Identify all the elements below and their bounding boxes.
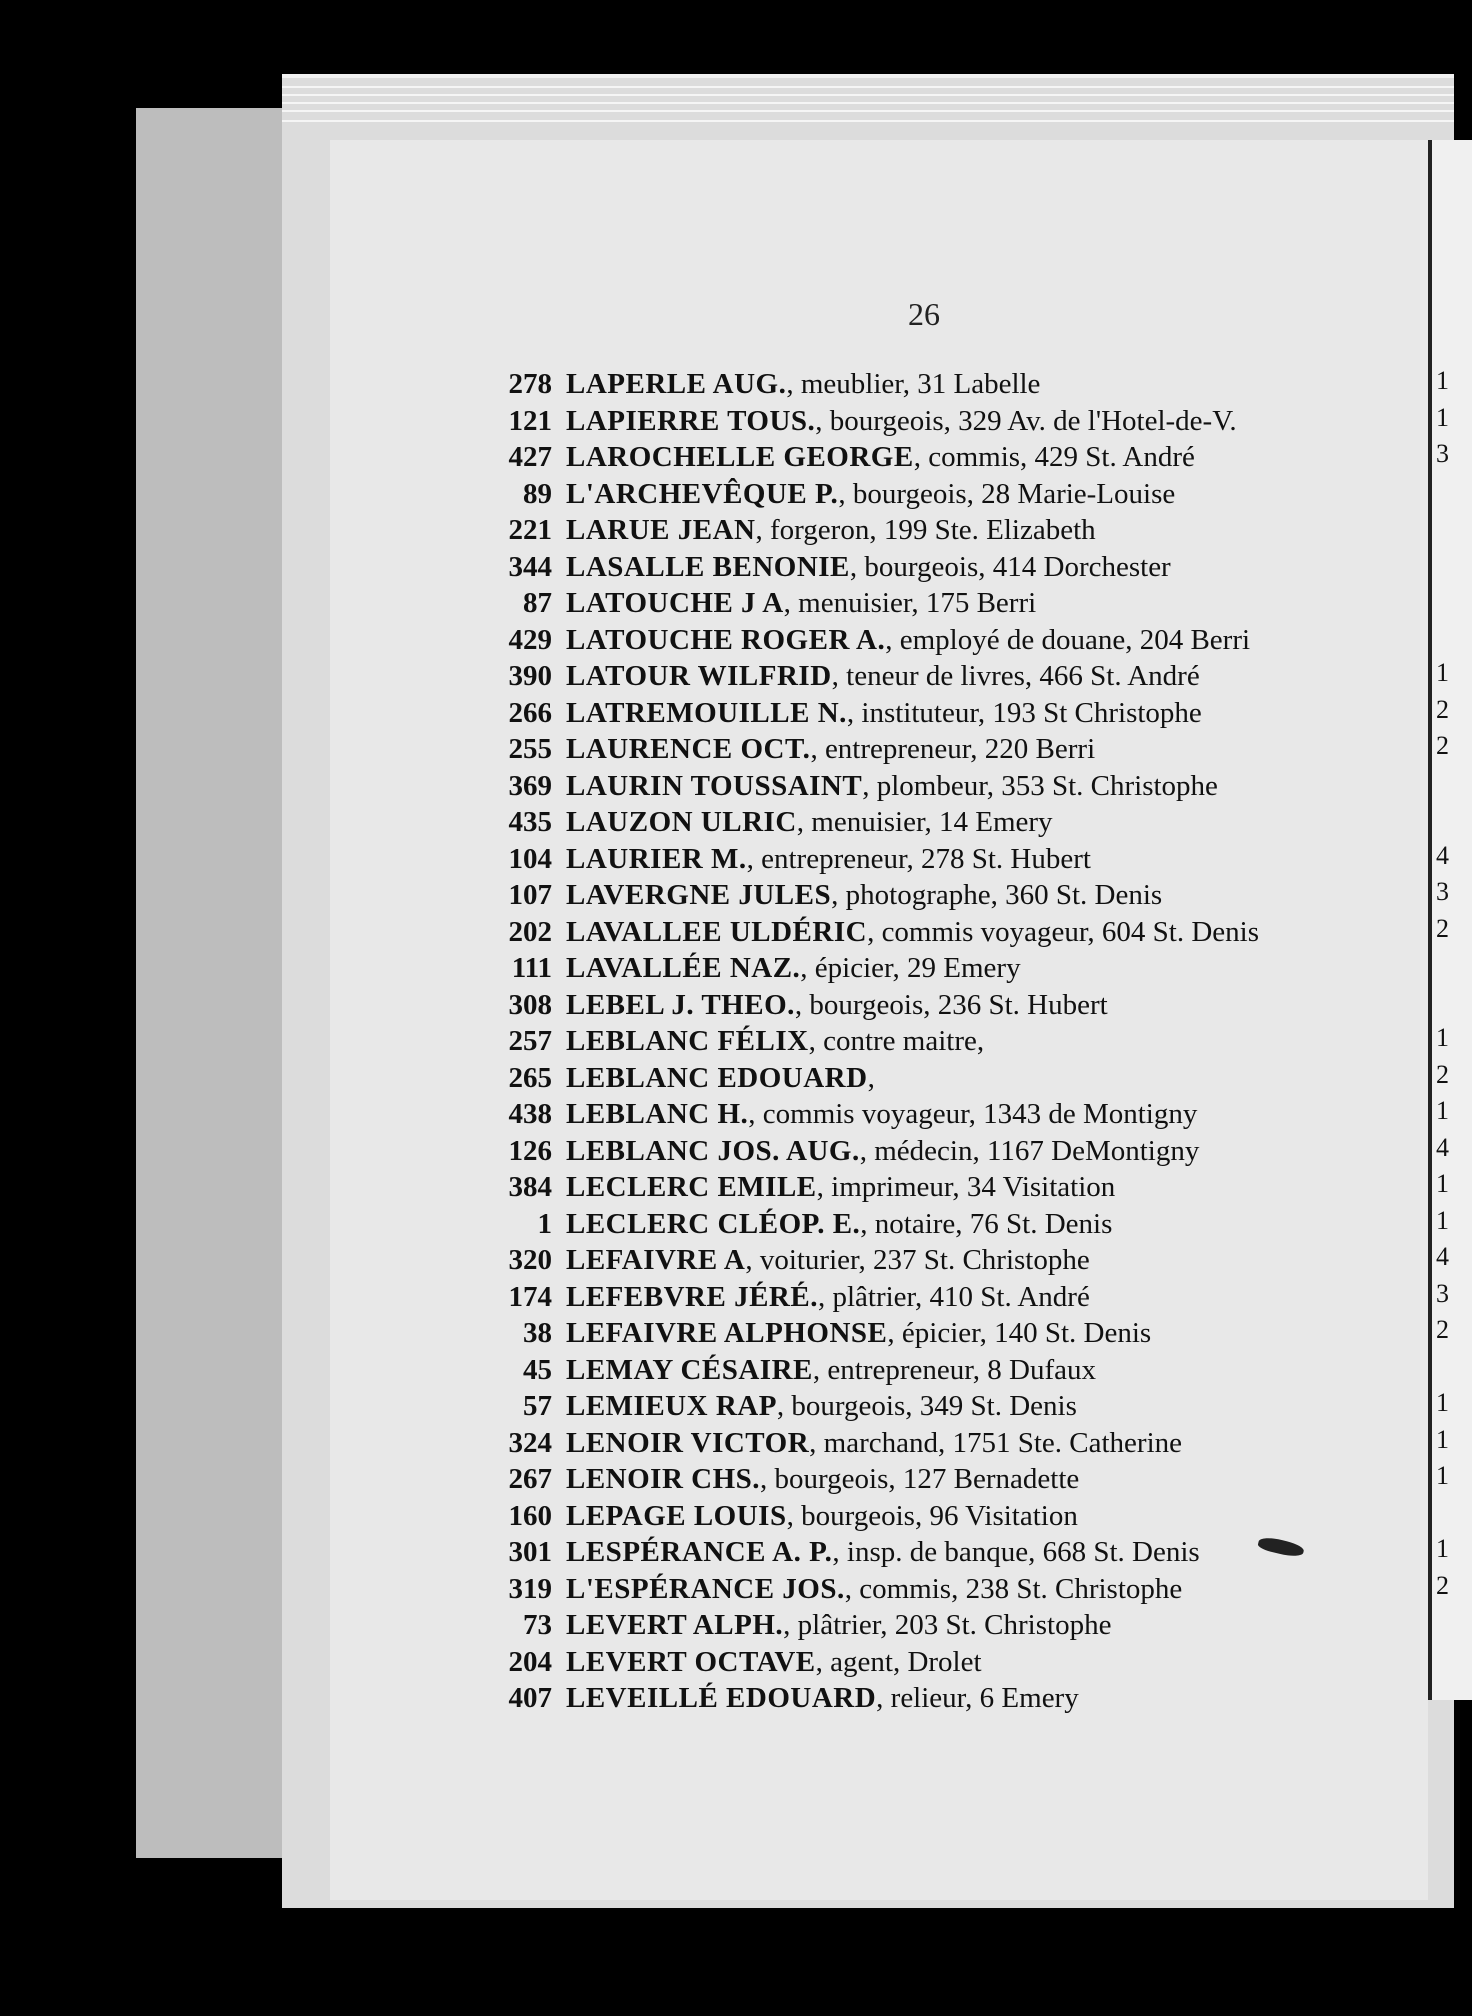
entry-details: , bourgeois, 414 Dorchester [849,550,1171,583]
directory-entry [460,1023,1420,1060]
entry-name: LATOUCHE J A [566,587,784,619]
directory-entry [460,439,1420,476]
directory-entry [460,585,1420,622]
entry-name: LAPERLE AUG. [566,368,787,400]
entry-number: 435 [508,806,552,838]
directory-list [460,366,1420,1717]
directory-entry [460,1242,1420,1279]
entry-details: , médecin, 1167 DeMontigny [859,1134,1200,1167]
directory-entry [460,1607,1420,1644]
entry-details: , instituteur, 193 St Christophe [846,696,1202,729]
entry-details: , marchand, 1751 Ste. Catherine [809,1426,1183,1459]
page-number: 26 [908,296,940,332]
entry-name: L'ARCHEVÊQUE P. [566,477,839,510]
entry-number: 308 [508,988,552,1021]
entry-details: , commis voyageur, 604 St. Denis [867,915,1259,948]
directory-entry [460,768,1420,805]
directory-entry [460,366,1420,403]
entry-name: LEVERT OCTAVE [566,1645,816,1678]
entry-name: LAVERGNE JULES [566,879,832,911]
entry-details: , commis, 238 St. Christophe [844,1572,1183,1605]
entry-number: 265 [508,1061,552,1094]
entry-number: 407 [508,1682,552,1714]
directory-entry [460,476,1420,513]
facing-page-fragment: 4 [1436,1242,1449,1271]
entry-details: , imprimeur, 34 Visitation [816,1171,1116,1203]
directory-entry [460,877,1420,914]
facing-page-fragment: 1 [1436,1461,1449,1490]
entry-details: , plombeur, 353 St. Christophe [862,769,1218,802]
facing-page-fragment: 2 [1436,1315,1449,1344]
entry-details: , bourgeois, 349 St. Denis [776,1390,1077,1422]
entry-name: LEBLANC JOS. AUG. [566,1134,860,1167]
facing-page-fragment: 3 [1436,439,1449,468]
entry-name: LEPAGE LOUIS [566,1499,787,1532]
entry-name: LASALLE BENONIE [566,550,850,583]
entry-name: LEFAIVRE A [566,1244,746,1276]
entry-number: 107 [508,879,552,911]
entry-number: 202 [508,915,552,948]
entry-details: , photographe, 360 St. Denis [831,879,1163,911]
entry-name: LEFEBVRE JÉRÉ. [566,1280,818,1313]
entry-number: 320 [508,1244,552,1276]
facing-page-fragment: 1 [1436,1424,1449,1454]
entry-number: 73 [523,1609,552,1641]
entry-name: LAROCHELLE GEORGE [566,441,914,473]
directory-entry [460,658,1420,695]
directory-entry [460,1498,1420,1535]
directory-entry [460,987,1420,1024]
entry-details: , relieur, 6 Emery [876,1682,1079,1714]
entry-number: 126 [508,1134,552,1167]
entry-details: , forgeron, 199 Ste. Elizabeth [755,514,1096,546]
facing-page-edge [1432,140,1472,1700]
entry-number: 104 [508,842,552,875]
entry-details: , menuisier, 175 Berri [783,587,1037,619]
entry-name: LENOIR VICTOR [566,1426,810,1459]
entry-name: LENOIR CHS. [566,1463,761,1495]
entry-number: 324 [508,1426,552,1459]
entry-details: , notaire, 76 St. Denis [860,1207,1113,1240]
entry-number: 204 [508,1645,552,1678]
entry-details: , menuisier, 14 Emery [796,806,1053,838]
directory-entry [460,1096,1420,1133]
facing-page-fragment: 1 [1436,366,1449,395]
entry-name: LESPÉRANCE A. P. [566,1536,833,1568]
entry-number: 111 [511,952,552,984]
entry-details: , entrepreneur, 220 Berri [810,733,1096,765]
entry-details: , plâtrier, 203 St. Christophe [783,1609,1112,1641]
entry-name: LAPIERRE TOUS. [566,404,816,437]
entry-name: LEVERT ALPH. [566,1609,784,1641]
directory-entry [460,804,1420,841]
entry-details: , bourgeois, 236 St. Hubert [794,988,1108,1021]
entry-name: LAURENCE OCT. [566,733,811,765]
facing-page-fragment: 1 [1436,1169,1449,1198]
entry-details: , entrepreneur, 8 Dufaux [812,1353,1096,1386]
directory-entry [460,1352,1420,1389]
entry-name: LATOUCHE ROGER A. [566,623,886,656]
entry-name: LEBLANC H. [566,1098,749,1130]
facing-page-fragment: 2 [1436,1059,1449,1089]
entry-details: , commis voyageur, 1343 de Montigny [748,1098,1198,1130]
page-edge [282,110,1454,112]
directory-entry [460,549,1420,586]
entry-name: LAUZON ULRIC [566,806,797,838]
facing-page-fragment: 1 [1436,1096,1449,1125]
entry-number: 319 [508,1572,552,1605]
entry-number: 87 [523,587,552,619]
facing-page-fragment: 2 [1436,913,1449,943]
entry-details: , commis, 429 St. André [913,441,1195,473]
entry-number: 160 [508,1499,552,1532]
entry-number: 278 [508,368,552,400]
entry-details: , meublier, 31 Labelle [786,368,1041,400]
facing-page-fragment: 2 [1436,1570,1449,1600]
entry-name: LEMIEUX RAP [566,1390,777,1422]
facing-page-fragment: 3 [1436,1278,1449,1308]
directory-entry [460,1388,1420,1425]
entry-number: 267 [508,1463,552,1495]
entry-number: 390 [508,660,552,692]
directory-entry [460,1060,1420,1097]
entry-name: LEBLANC EDOUARD [566,1061,868,1094]
facing-page-fragment: 4 [1436,1132,1449,1162]
directory-entry [460,1425,1420,1462]
entry-name: LATOUR WILFRID [566,660,832,692]
entry-details: , contre maitre, [808,1025,985,1057]
entry-name: LEFAIVRE ALPHONSE [566,1317,888,1349]
entry-name: LEBLANC FÉLIX [566,1025,809,1057]
entry-number: 429 [508,623,552,656]
directory-entry [460,914,1420,951]
entry-name: LATREMOUILLE N. [566,696,847,729]
entry-name: LECLERC EMILE [566,1171,817,1203]
directory-entry [460,1169,1420,1206]
entry-number: 45 [523,1353,552,1386]
facing-page-fragment: 3 [1436,877,1449,906]
entry-name: LECLERC CLÉOP. E. [566,1207,861,1240]
entry-name: L'ESPÉRANCE JOS. [566,1572,845,1605]
entry-details: , plâtrier, 410 St. André [817,1280,1090,1313]
entry-number: 369 [508,769,552,802]
entry-details: , employé de douane, 204 Berri [885,623,1251,656]
directory-entry [460,1315,1420,1352]
entry-name: LEBEL J. THEO. [566,988,795,1021]
entry-number: 1 [537,1207,552,1240]
entry-number: 255 [508,733,552,765]
directory-entry [460,1644,1420,1681]
facing-page-fragment: 4 [1436,840,1449,870]
directory-entry [460,1680,1420,1717]
page-edge [282,120,1454,122]
facing-page-fragment: 2 [1436,694,1449,724]
entry-name: LAURIN TOUSSAINT [566,769,863,802]
entry-details: , voiturier, 237 St. Christophe [745,1244,1090,1276]
entry-details: , teneur de livres, 466 St. André [831,660,1200,692]
entry-number: 174 [508,1280,552,1313]
directory-entry [460,1206,1420,1243]
entry-number: 427 [508,441,552,473]
entry-name: LAVALLÉE NAZ. [566,952,801,984]
directory-entry [460,950,1420,987]
directory-entry [460,1461,1420,1498]
entry-number: 57 [523,1390,552,1422]
directory-entry [460,1279,1420,1316]
entry-number: 257 [508,1025,552,1057]
entry-details: , [867,1061,875,1094]
directory-entry [460,1571,1420,1608]
directory-entry [460,1133,1420,1170]
facing-page-fragment: 1 [1436,402,1449,432]
facing-page-fragment: 1 [1436,1023,1449,1052]
directory-entry [460,731,1420,768]
entry-details: , épicier, 140 St. Denis [887,1317,1152,1349]
entry-details: , entrepreneur, 278 St. Hubert [746,842,1091,875]
entry-name: LAVALLEE ULDÉRIC [566,915,868,948]
entry-number: 384 [508,1171,552,1203]
entry-number: 301 [508,1536,552,1568]
entry-number: 438 [508,1098,552,1130]
directory-entry [460,512,1420,549]
entry-number: 344 [508,550,552,583]
entry-details: , bourgeois, 127 Bernadette [760,1463,1080,1495]
entry-number: 266 [508,696,552,729]
facing-page-fragment: 2 [1436,731,1449,760]
entry-details: , agent, Drolet [815,1645,982,1678]
facing-page-fragment: 1 [1436,1388,1449,1417]
entry-name: LEVEILLÉ EDOUARD [566,1682,877,1714]
entry-name: LAURIER M. [566,842,747,875]
facing-page-fragment: 1 [1436,658,1449,687]
entry-number: 121 [508,404,552,437]
entry-details: , bourgeois, 329 Av. de l'Hotel-de-V. [815,404,1237,437]
entry-details: , insp. de banque, 668 St. Denis [832,1536,1200,1568]
entry-number: 221 [508,514,552,546]
directory-entry [460,841,1420,878]
facing-page-fragment: 1 [1436,1205,1449,1235]
page-edge [282,102,1454,104]
entry-name: LARUE JEAN [566,514,756,546]
page-edge [282,86,1454,88]
directory-entry [460,403,1420,440]
entry-details: , épicier, 29 Emery [800,952,1021,984]
page-edge [282,94,1454,96]
entry-details: , bourgeois, 96 Visitation [786,1499,1078,1532]
facing-page-fragment: 1 [1436,1534,1449,1563]
entry-number: 38 [523,1317,552,1349]
entry-number: 89 [523,477,552,510]
directory-entry [460,622,1420,659]
entry-name: LEMAY CÉSAIRE [566,1353,813,1386]
entry-details: , bourgeois, 28 Marie-Louise [838,477,1176,510]
directory-entry [460,695,1420,732]
